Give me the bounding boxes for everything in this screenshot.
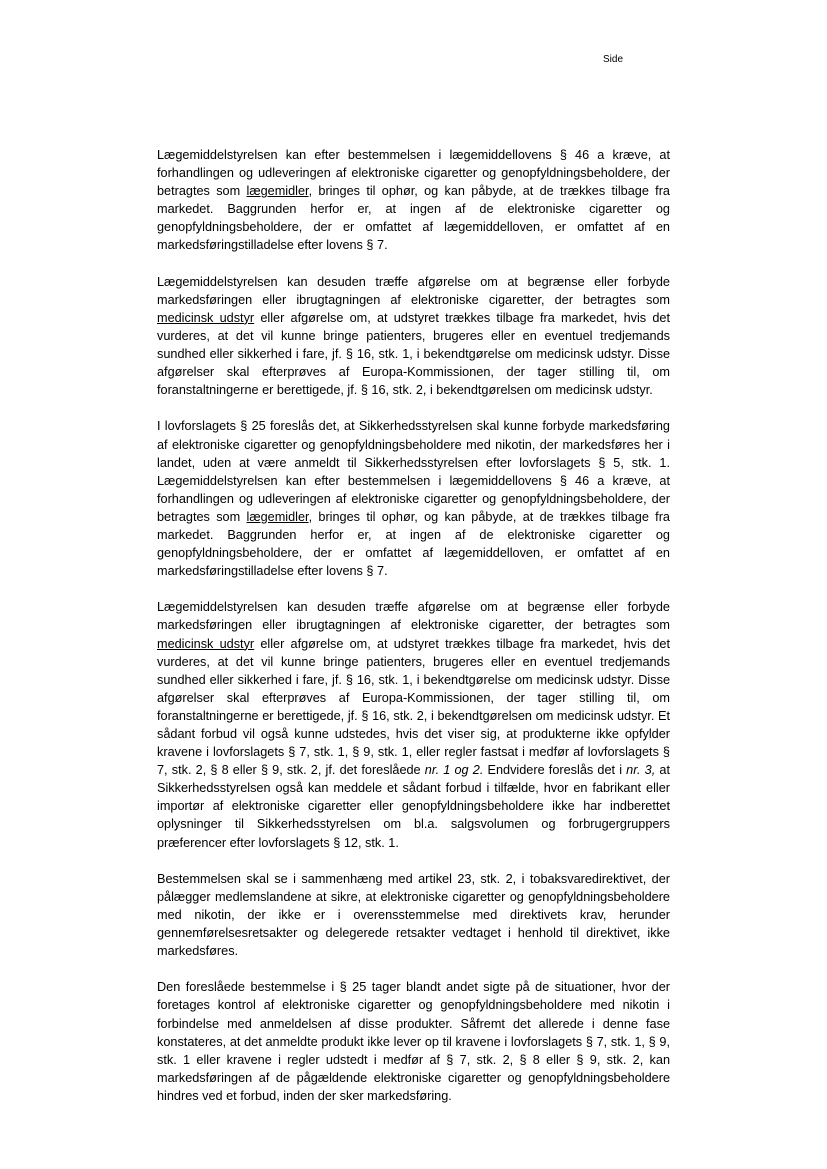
paragraph-4: Lægemiddelstyrelsen kan desuden træffe afgørelse om at begrænse eller forbyde markedsføringen eller ibrugtagningen af elektroniske cigaretter, der betragtes som medicinsk udstyr eller afgørelse om, at udstyret trækkes tilbage fra markedet, hvis det vurderes, at det vil kunne bringe patienters, brugeres eller en eventuel tredjemands sundhed eller sikkerhed i fare, jf. § 16, stk. 1, i bekendtgørelse om medicinsk udstyr. Disse afgørelser skal efterprøves af Europa-Kommissionen, der tager stilling til, om foranstaltningerne er berettigede, jf. § 16, stk. 2, i bekendtgørelsen om medicinsk udstyr. Et sådant forbud vil også kunne udstedes, hvis det viser sig, at produkterne ikke opfylder kravene i lovforslagets § 7, stk. 1, § 9, stk. 1, eller regler fastsat i medfør af lovforslagets § 7, stk. 2, § 8 eller § 9, stk. 2, jf. det foreslåede nr. 1 og 2. Endvidere foreslås det i nr. 3, at Sikkerhedsstyrelsen også kan meddele et sådant forbud i tilfælde, hvor en fabrikant eller importør af elektroniske cigaretter eller genopfyldningsbeholdere ikke har indberettet oplysninger til Sikkerhedsstyrelsen om bl.a. salgsvolumen og forbrugergruppers præferencer efter lovforslagets § 12, stk. 1.	[157, 600, 670, 850]
paragraph-2: Lægemiddelstyrelsen kan desuden træffe afgørelse om at begrænse eller forbyde markedsføringen eller ibrugtagningen af elektroniske cigaretter, der betragtes som medicinsk udstyr eller afgørelse om, at udstyret trækkes tilbage fra markedet, hvis det vurderes, at det vil kunne bringe patienters, brugeres eller en eventuel tredjemands sundhed eller sikkerhed i fare, jf. § 16, stk. 1, i bekendtgørelse om medicinsk udstyr. Disse afgørelser skal efterprøves af Europa-Kommissionen, der tager stilling til, om foranstaltningerne er berettigede, jf. § 16, stk. 2, i bekendtgørelsen om medicinsk udstyr.	[157, 274, 670, 398]
italic-ref-nr-1-og-2: nr. 1 og 2.	[424, 763, 484, 778]
italic-ref-nr-3: nr. 3,	[626, 763, 656, 778]
paragraph-5: Bestemmelsen skal se i sammenhæng med artikel 23, stk. 2, i tobaksvaredirektivet, der pålægger medlemslandene at sikre, at elektroniske cigaretter og genopfyldningsbeholdere med nikotin, der ikke er i overensstemmelse med direktivets krav, herunder gennemførelsesretsakter og delegerede retsakter vedtaget i henhold til direktivet, ikke markedsføres.	[157, 871, 670, 959]
link-medicinsk-udstyr[interactable]: medicinsk udstyr	[157, 310, 255, 325]
paragraph-3: I lovforslagets § 25 foreslås det, at Sikkerhedsstyrelsen skal kunne forbyde markedsføring af elektroniske cigaretter og genopfyldningsbeholdere med nikotin, der markedsføres her i landet, uden at være anmeldt til Sikkerhedsstyrelsen efter lovforslagets § 5, stk. 1. Lægemiddelstyrelsen kan efter bestemmelsen i lægemiddellovens § 46 a kræve, at forhandlingen og udleveringen af elektroniske cigaretter og genopfyldningsbeholdere, der betragtes som lægemidler, bringes til ophør, og kan påbyde, at de trækkes tilbage fra markedet. Baggrunden herfor er, at ingen af de elektroniske cigaretter og genopfyldningsbeholdere, der er omfattet af lægemiddelloven, er omfattet af en markedsføringstilladelse efter lovens § 7.	[157, 419, 670, 579]
paragraph-6: Den foreslåede bestemmelse i § 25 tager blandt andet sigte på de situationer, hvor der foretages kontrol af elektroniske cigaretter og genopfyldningsbeholdere med nikotin i forbindelse med anmeldelsen af disse produkter. Såfremt det allerede i denne fase konstateres, at det anmeldte produkt ikke lever op til kravene i lovforslagets § 7, stk. 1, § 9, stk. 1 eller kravene i regler udstedt i medfør af § 7, stk. 2, § 8 eller § 9, stk. 2, kan markedsføringen af de pågældende elektroniske cigaretter og genopfyldningsbeholdere hindres ved et forbud, inden der sker markedsføring.	[157, 980, 670, 1103]
document-body	[157, 146, 670, 1105]
link-laegemidler[interactable]: lægemidler	[246, 509, 309, 524]
paragraph-1: Lægemiddelstyrelsen kan efter bestemmelsen i lægemiddellovens § 46 a kræve, at forhandlingen og udleveringen af elektroniske cigaretter og genopfyldningsbeholdere, der betragtes som lægemidler, bringes til ophør, og kan påbyde, at de trækkes tilbage fra markedet. Baggrunden herfor er, at ingen af de elektroniske cigaretter og genopfyldningsbeholdere, der er omfattet af lægemiddelloven, er omfattet af en markedsføringstilladelse efter lovens § 7.	[157, 148, 670, 253]
link-medicinsk-udstyr[interactable]: medicinsk udstyr	[157, 636, 255, 651]
page-header-side-label: Side	[603, 54, 624, 65]
link-laegemidler[interactable]: lægemidler	[246, 184, 309, 199]
